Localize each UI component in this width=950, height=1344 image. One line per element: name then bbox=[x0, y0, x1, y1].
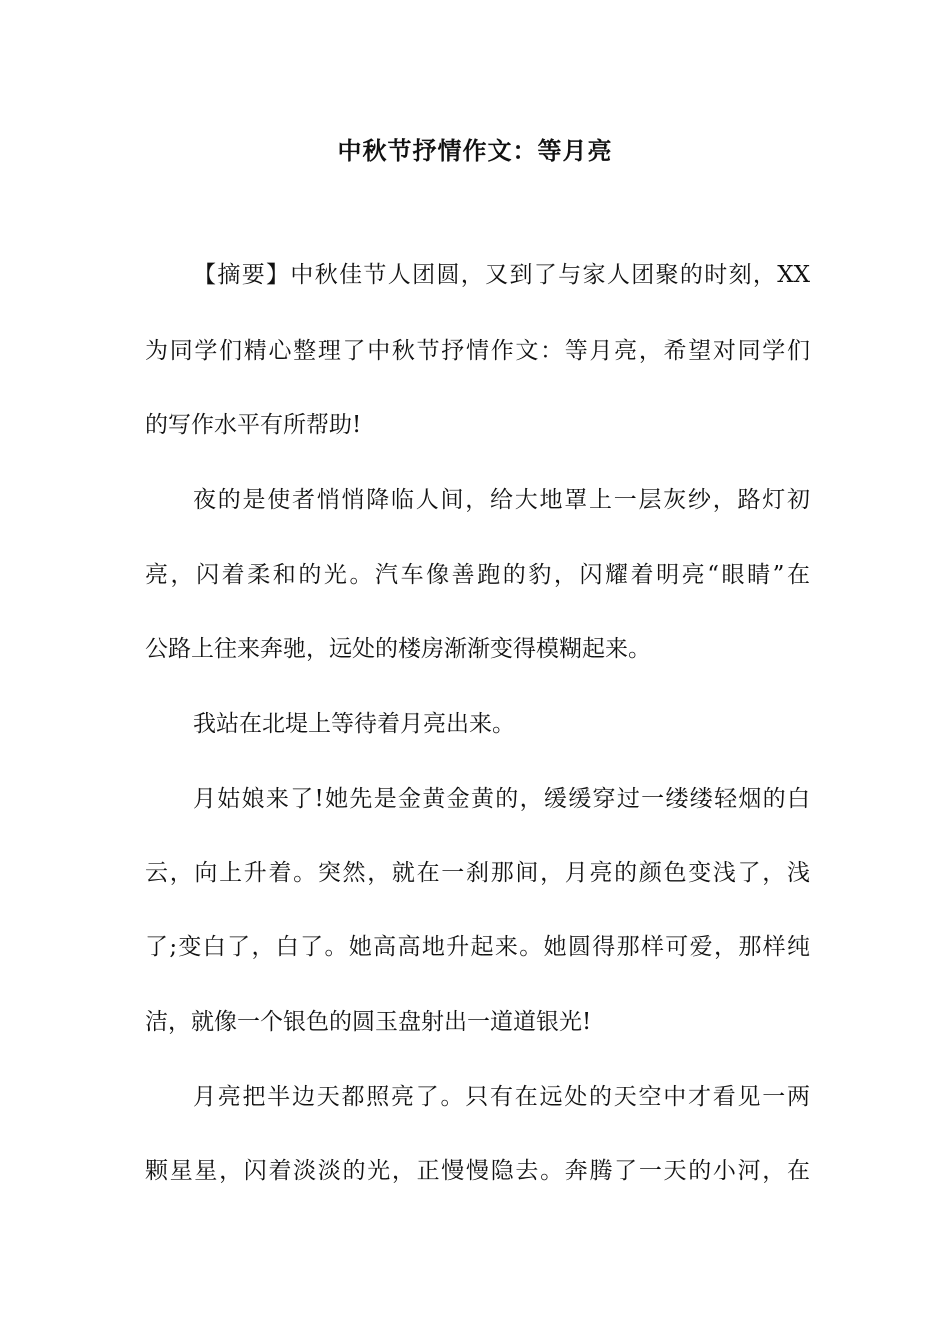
paragraph-line: 为同学们精心整理了中秋节抒情作文：等月亮，希望对同学们 bbox=[145, 338, 810, 364]
paragraph-line: 月姑娘来了!她先是金黄金黄的，缓缓穿过一缕缕轻烟的白 bbox=[193, 786, 810, 812]
paragraph-line: 了;变白了，白了。她高高地升起来。她圆得那样可爱，那样纯 bbox=[145, 934, 810, 960]
paragraph-line: 颗星星，闪着淡淡的光，正慢慢隐去。奔腾了一天的小河，在 bbox=[145, 1158, 810, 1184]
document-title: 中秋节抒情作文：等月亮 bbox=[337, 136, 613, 165]
paragraph-line: 我站在北堤上等待着月亮出来。 bbox=[193, 711, 515, 737]
paragraph-line: 云，向上升着。突然，就在一刹那间，月亮的颜色变浅了，浅 bbox=[145, 860, 810, 886]
paragraph-line: 【摘要】中秋佳节人团圆，又到了与家人团聚的时刻，XX bbox=[193, 262, 810, 288]
paragraph-line: 公路上往来奔驰，远处的楼房渐渐变得模糊起来。 bbox=[145, 636, 651, 662]
paragraph-line: 夜的是使者悄悄降临人间，给大地罩上一层灰纱，路灯初 bbox=[193, 487, 810, 513]
paragraph-line: 的写作水平有所帮助! bbox=[145, 412, 362, 438]
paragraph-line: 亮，闪着柔和的光。汽车像善跑的豹，闪耀着明亮“眼睛”在 bbox=[145, 562, 810, 588]
paragraph-line: 月亮把半边天都照亮了。只有在远处的天空中才看见一两 bbox=[193, 1084, 810, 1110]
paragraph-line: 洁，就像一个银色的圆玉盘射出一道道银光! bbox=[145, 1009, 592, 1035]
